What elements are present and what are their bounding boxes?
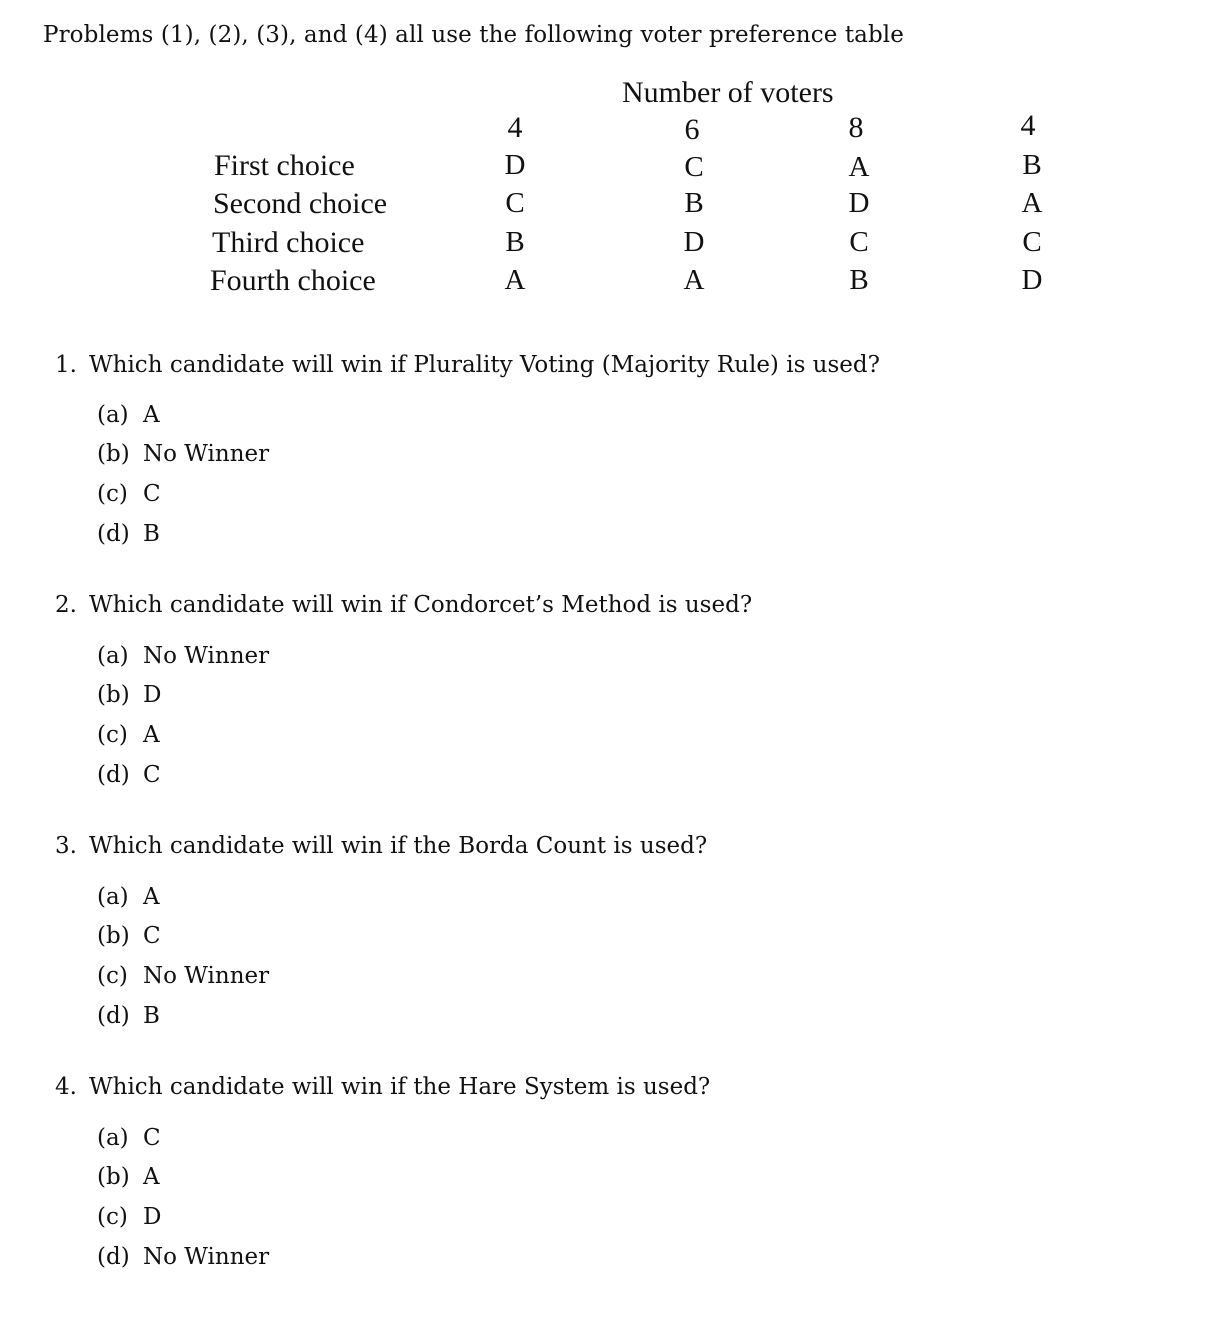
table-cell: B <box>684 187 704 219</box>
choice-label: (a) <box>97 1125 129 1151</box>
choice-text: C <box>143 1125 161 1151</box>
answer-choice[interactable] <box>97 963 269 989</box>
choice-label: (b) <box>97 441 130 467</box>
voter-preference-table <box>0 0 1226 320</box>
table-cell: B <box>505 226 525 258</box>
table-cell: B <box>849 264 869 296</box>
choice-text: No Winner <box>143 643 270 669</box>
answer-choice[interactable] <box>97 643 269 669</box>
choice-text: A <box>143 722 160 748</box>
table-cell: D <box>504 149 526 181</box>
choice-text: C <box>143 923 161 949</box>
answer-choice[interactable] <box>97 521 160 547</box>
choice-label: (c) <box>97 1204 128 1230</box>
table-header: Number of voters <box>622 76 834 109</box>
table-cell: A <box>504 264 526 296</box>
table-cell: C <box>1022 226 1042 258</box>
answer-choice[interactable] <box>97 1003 160 1029</box>
choice-text: A <box>143 1164 160 1190</box>
question-number: 4. <box>55 1074 77 1100</box>
table-cell: C <box>684 151 704 183</box>
choice-text: A <box>143 402 160 428</box>
voter-count: 6 <box>684 113 700 146</box>
answer-choice[interactable] <box>97 402 160 428</box>
answer-choice[interactable] <box>97 884 160 910</box>
intro-text: Problems (1), (2), (3), and (4) all use the following voter preference table <box>43 22 904 48</box>
answer-choice[interactable] <box>97 481 161 507</box>
voter-count: 4 <box>507 111 523 144</box>
choice-label: (c) <box>97 963 128 989</box>
answer-choice[interactable] <box>97 1204 161 1230</box>
question-2 <box>55 592 752 618</box>
choice-label: (c) <box>97 722 128 748</box>
question-text: Which candidate will win if Plurality Voting (Majority Rule) is used? <box>89 352 880 378</box>
table-cell: C <box>505 187 525 219</box>
row-label-third: Third choice <box>212 226 365 259</box>
answer-choice[interactable] <box>97 1125 161 1151</box>
choice-label: (a) <box>97 884 129 910</box>
choice-label: (b) <box>97 923 130 949</box>
voter-count: 8 <box>848 111 864 144</box>
choice-text: No Winner <box>143 441 270 467</box>
row-label-first: First choice <box>214 149 355 182</box>
table-cell: A <box>848 151 870 183</box>
choice-label: (d) <box>97 1244 130 1270</box>
question-text: Which candidate will win if the Hare System is used? <box>89 1074 711 1100</box>
choice-text: C <box>143 481 161 507</box>
choice-text: B <box>143 1003 160 1029</box>
question-1 <box>55 352 880 378</box>
choice-label: (d) <box>97 1003 130 1029</box>
row-label-second: Second choice <box>213 187 388 220</box>
choice-label: (b) <box>97 1164 130 1190</box>
answer-choice[interactable] <box>97 722 160 748</box>
row-label-fourth: Fourth choice <box>210 264 376 297</box>
choice-text: No Winner <box>143 963 270 989</box>
question-number: 3. <box>55 833 77 859</box>
table-cell: D <box>1021 264 1043 296</box>
choice-label: (b) <box>97 682 130 708</box>
question-text: Which candidate will win if Condorcet’s Method is used? <box>89 592 753 618</box>
choice-text: A <box>143 884 160 910</box>
choice-text: B <box>143 521 160 547</box>
table-cell: B <box>1022 149 1042 181</box>
choice-label: (d) <box>97 762 130 788</box>
question-text: Which candidate will win if the Borda Count is used? <box>89 833 708 859</box>
choice-label: (d) <box>97 521 130 547</box>
voter-count: 4 <box>1020 109 1036 142</box>
choice-text: No Winner <box>143 1244 270 1270</box>
answer-choice[interactable] <box>97 1164 160 1190</box>
table-cell: D <box>848 187 870 219</box>
question-number: 2. <box>55 592 77 618</box>
table-cell: C <box>849 226 869 258</box>
question-number: 1. <box>55 352 77 378</box>
choice-text: C <box>143 762 161 788</box>
choice-label: (a) <box>97 402 129 428</box>
choice-text: D <box>143 682 162 708</box>
choice-text: D <box>143 1204 162 1230</box>
table-cell: A <box>683 264 705 296</box>
answer-choice[interactable] <box>97 923 161 949</box>
table-cell: A <box>1021 187 1043 219</box>
question-4 <box>55 1074 710 1100</box>
table-cell: D <box>683 226 705 258</box>
choice-label: (a) <box>97 643 129 669</box>
question-3 <box>55 833 707 859</box>
answer-choice[interactable] <box>97 762 161 788</box>
answer-choice[interactable] <box>97 682 161 708</box>
choice-label: (c) <box>97 481 128 507</box>
answer-choice[interactable] <box>97 1244 269 1270</box>
answer-choice[interactable] <box>97 441 269 467</box>
